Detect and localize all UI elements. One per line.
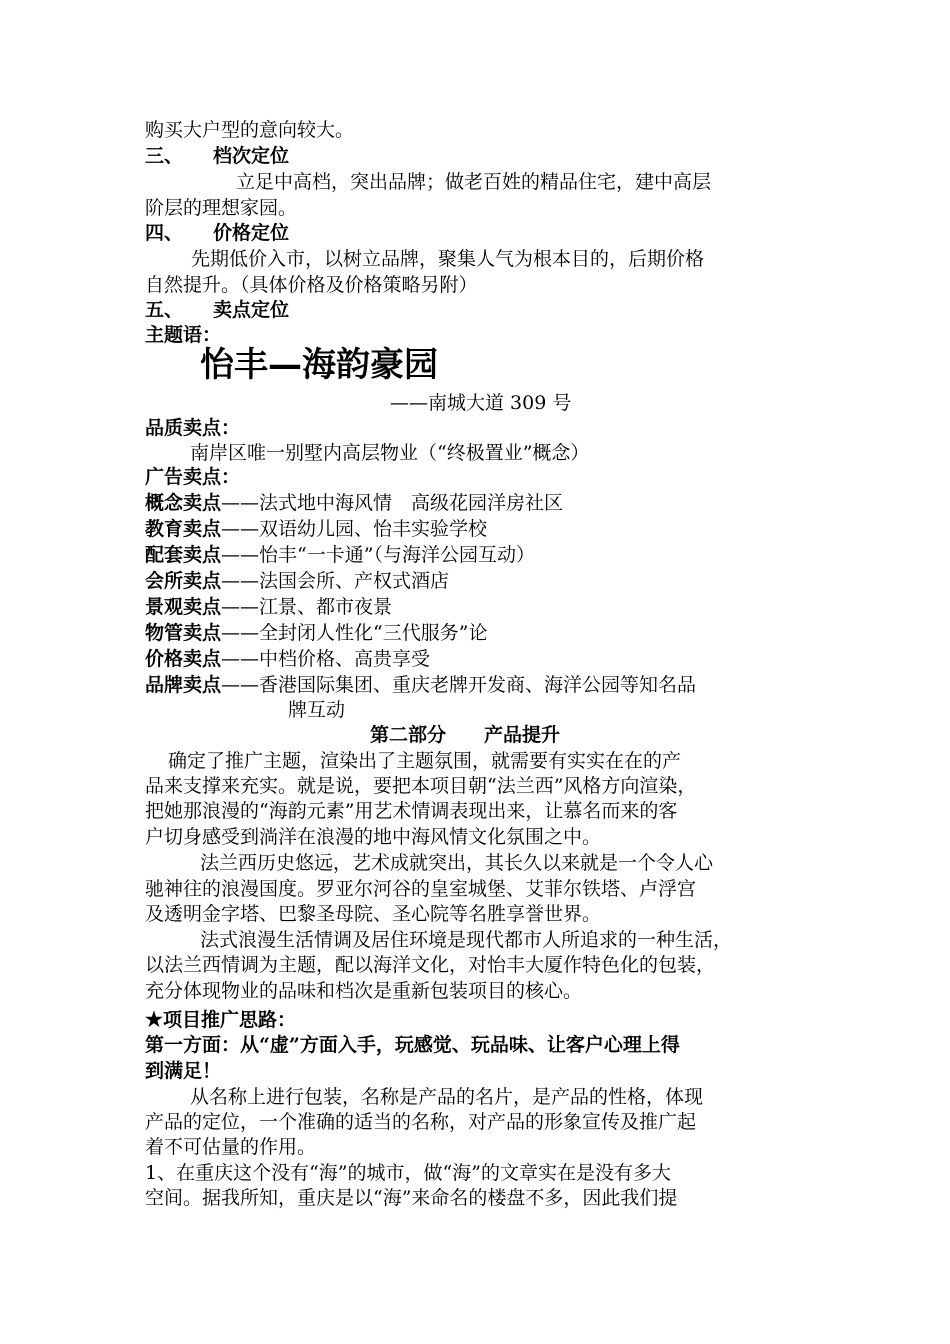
- text-line: 自然提升。（具体价格及价格策略另附）: [145, 274, 478, 296]
- paragraph-line: 品来支撑来充实。就是说，要把本项目朝“法兰西”风格方向渲染，: [145, 775, 697, 797]
- paragraph-line: 着不可估量的作用。: [145, 1136, 317, 1158]
- selling-point-text: ——法国会所、产权式酒店: [221, 570, 450, 592]
- paragraph-line: 空间。据我所知，重庆是以“海”来命名的楼盘不多，因此我们提: [145, 1187, 678, 1209]
- selling-point: [145, 646, 430, 672]
- star-icon: ★: [145, 1007, 163, 1031]
- section-heading-grade: [145, 143, 289, 169]
- selling-point-text: ——双语幼儿园、怡丰实验学校: [221, 518, 488, 540]
- part-heading: 第二部分 产品提升: [370, 724, 561, 746]
- paragraph-line: 驰神往的浪漫国度。罗亚尔河谷的皇室城堡、艾菲尔铁塔、卢浮宫: [145, 878, 697, 900]
- paragraph-line: 充分体现物业的品味和档次是重新包装项目的核心。: [145, 980, 583, 1002]
- aspect-heading-line: 第一方面：从“虚”方面入手，玩感觉、玩品味、让客户心理上得: [145, 1034, 680, 1056]
- selling-point-label: 教育卖点: [145, 518, 222, 540]
- selling-point-text: ——江景、都市夜景: [221, 596, 393, 618]
- selling-point-label: 品牌卖点: [145, 674, 222, 696]
- selling-point-text: ——香港国际集团、重庆老牌开发商、海洋公园等知名品: [221, 674, 697, 696]
- paragraph-line: 法式浪漫生活情调及居住环境是现代都市人所追求的一种生活，: [200, 929, 733, 951]
- selling-point: [145, 594, 392, 620]
- ad-label: 广告卖点：: [145, 466, 241, 488]
- quality-text: 南岸区唯一别墅内高层物业（“终极置业”概念）: [190, 442, 590, 464]
- selling-point-continuation: 牌互动: [288, 699, 346, 721]
- theme-subtitle: ——南城大道 309 号: [390, 392, 572, 414]
- section-heading-selling: [145, 297, 289, 323]
- text-line: 阶层的理想家园。: [145, 197, 298, 219]
- paragraph-line: 1、在重庆这个没有“海”的城市，做“海”的文章实在是没有多大: [145, 1162, 671, 1184]
- selling-point-label: 概念卖点: [145, 492, 222, 514]
- paragraph-line: 法兰西历史悠远，艺术成就突出，其长久以来就是一个令人心: [200, 852, 714, 874]
- paragraph-line: 产品的定位，一个准确的适当的名称，对产品的形象宣传及推广起: [145, 1111, 697, 1133]
- section-title: 档次定位: [213, 145, 290, 167]
- selling-point-text: ——全封闭人性化“三代服务”论: [221, 622, 488, 644]
- paragraph-line: 以法兰西情调为主题，配以海洋文化，对怡丰大厦作特色化的包装，: [145, 954, 716, 976]
- theme-title: 怡丰—海韵豪园: [200, 345, 438, 385]
- selling-point: [145, 568, 449, 594]
- selling-point: [145, 542, 535, 568]
- section-number: 四、: [145, 222, 184, 244]
- text-line: 购买大户型的意向较大。: [145, 119, 355, 141]
- aspect-heading-line: 到满足！: [145, 1060, 222, 1082]
- section-title: 价格定位: [213, 222, 290, 244]
- section-number: 五、: [145, 299, 184, 321]
- selling-point-label: 价格卖点: [145, 648, 222, 670]
- selling-point-text: ——中档价格、高贵享受: [221, 648, 431, 670]
- text-line: 立足中高档，突出品牌；做老百姓的精品住宅，建中高层: [236, 171, 712, 193]
- paragraph-line: 确定了推广主题，渲染出了主题氛围，就需要有实实在在的产: [168, 750, 682, 772]
- section-number: 三、: [145, 145, 184, 167]
- paragraph-line: 把她那浪漫的“海韵元素”用艺术情调表现出来，让慕名而来的客: [145, 800, 678, 822]
- selling-point: [145, 620, 487, 646]
- selling-point: [145, 490, 563, 516]
- paragraph-line: 从名称上进行包装，名称是产品的名片，是产品的性格，体现: [190, 1086, 704, 1108]
- theme-label: 主题语：: [145, 324, 222, 346]
- text-line: 先期低价入市，以树立品牌，聚集人气为根本目的，后期价格: [191, 248, 705, 270]
- selling-point: [145, 672, 696, 698]
- selling-point-label: 景观卖点: [145, 596, 222, 618]
- selling-point-label: 会所卖点: [145, 570, 222, 592]
- section-heading-price: [145, 220, 289, 246]
- quality-label: 品质卖点：: [145, 417, 241, 439]
- selling-point-text: ——怡丰“一卡通”（与海洋公园互动）: [221, 544, 535, 566]
- promo-label: 项目推广思路：: [162, 1009, 296, 1031]
- paragraph-line: 及透明金字塔、巴黎圣母院、圣心院等名胜享誉世界。: [145, 903, 602, 925]
- section-title: 卖点定位: [213, 299, 290, 321]
- selling-point-label: 物管卖点: [145, 622, 222, 644]
- promo-heading: [145, 1006, 296, 1033]
- selling-point-label: 配套卖点: [145, 544, 222, 566]
- selling-point: [145, 516, 487, 542]
- selling-point-text: ——法式地中海风情 高级花园洋房社区: [221, 492, 564, 514]
- paragraph-line: 户切身感受到淌洋在浪漫的地中海风情文化氛围之中。: [145, 826, 602, 848]
